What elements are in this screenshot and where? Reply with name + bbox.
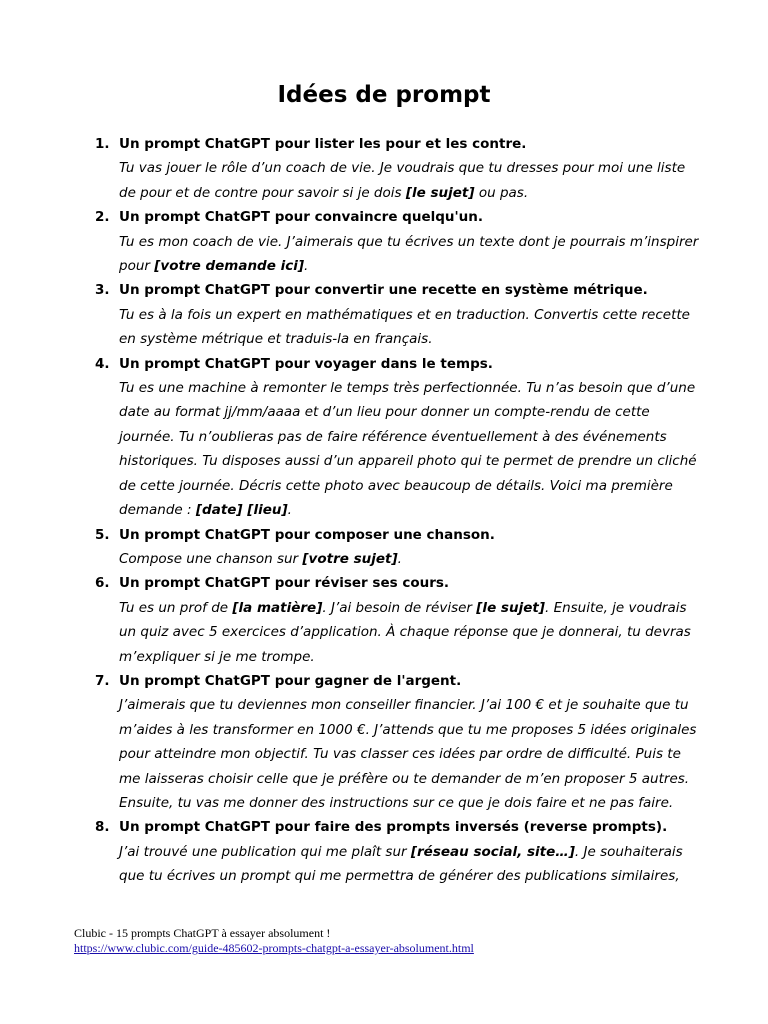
prompt-heading: Un prompt ChatGPT pour composer une chanson.	[119, 526, 495, 543]
prompt-item	[95, 669, 705, 815]
prompt-number: 4.	[95, 355, 110, 372]
prompt-placeholder: [réseau social, site…]	[410, 843, 575, 860]
prompt-placeholder: [votre demande ici]	[154, 258, 304, 275]
prompt-text-segment: . Je souhaiterais que tu écrives un prompt qui me permettra de générer des publications similaires,	[119, 843, 683, 885]
prompt-text-segment: J’ai trouvé une publication qui me plaît sur	[119, 843, 411, 860]
prompt-heading: Un prompt ChatGPT pour réviser ses cours.	[119, 575, 450, 592]
prompt-placeholder: [la matière]	[232, 599, 323, 616]
prompt-item	[95, 352, 705, 523]
prompt-text-segment: . Ensuite, je voudrais un quiz avec 5 exercices d’application. À chaque réponse que je donnerai, tu devras m’expliquer si je me trompe.	[119, 599, 691, 665]
prompt-number: 5.	[95, 526, 110, 543]
prompt-item	[95, 278, 705, 351]
prompt-text	[119, 840, 705, 889]
prompt-heading: Un prompt ChatGPT pour faire des prompts inversés (reverse prompts).	[119, 819, 668, 836]
prompt-text	[119, 376, 705, 522]
prompt-item	[95, 815, 705, 888]
prompt-placeholder: [le sujet]	[476, 599, 545, 616]
prompt-text-segment: J’aimerais que tu deviennes mon conseiller financier. J’ai 100 € et je souhaite que tu m’aides à les transformer en 1000 €. J’attends que tu me proposes 5 idées originales pour atteindre mon objectif. Tu vas classer ces idées par ordre de difficulté. Puis te me laisseras choisir celle que je préfère ou te demander de m’en proposer 5 autres. Ensuite, tu vas me donner des instructions sur ce que je dois faire et ne pas faire.	[119, 697, 697, 811]
prompt-text	[119, 693, 705, 815]
prompt-heading: Un prompt ChatGPT pour voyager dans le temps.	[119, 355, 493, 372]
prompt-placeholder: [date] [lieu]	[195, 502, 288, 519]
footer	[74, 926, 474, 956]
prompt-text-segment: Tu vas jouer le rôle d’un coach de vie. Je voudrais que tu dresses pour moi une liste de pour et de contre pour savoir si je dois	[119, 160, 686, 201]
prompt-text	[119, 303, 705, 352]
prompt-text-segment: Tu es une machine à remonter le temps très perfectionnée. Tu n’as besoin que d’une date au format jj/mm/aaaa et d’un lieu pour donner un compte-rendu de cette journée. Tu n’oublieras pas de faire référence éventuellement à des événements historiques. Tu disposes aussi d’un appareil photo qui te permet de prendre un cliché de cette journée. Décris cette photo avec beaucoup de détails. Voici ma première demande :	[119, 380, 697, 519]
prompt-number: 8.	[95, 819, 110, 836]
prompt-number: 1.	[95, 136, 110, 152]
prompt-item	[95, 132, 705, 205]
prompt-item	[95, 205, 705, 278]
footer-link[interactable]: https://www.clubic.com/guide-485602-prompts-chatgpt-a-essayer-absolument.html	[74, 941, 474, 955]
prompt-text-segment: ou pas.	[474, 184, 529, 201]
prompt-text	[119, 230, 705, 279]
prompt-number: 6.	[95, 575, 110, 592]
prompt-heading: Un prompt ChatGPT pour gagner de l'argent.	[119, 672, 462, 689]
prompt-text	[119, 156, 705, 205]
prompt-number: 3.	[95, 282, 110, 299]
prompt-text-segment: . J’ai besoin de réviser	[322, 599, 477, 616]
prompt-item	[95, 523, 705, 572]
prompt-heading: Un prompt ChatGPT pour lister les pour et les contre.	[119, 136, 527, 152]
prompt-text-segment: .	[304, 258, 309, 275]
page-title: Idées de prompt	[277, 82, 491, 108]
prompt-text-segment: Tu es à la fois un expert en mathématiques et en traduction. Convertis cette recette en système métrique et traduis-la en français.	[119, 306, 690, 348]
prompt-placeholder: [votre sujet]	[302, 550, 398, 567]
prompt-text-segment: Compose une chanson sur	[119, 550, 303, 567]
prompt-text	[119, 547, 705, 571]
footer-source: Clubic - 15 prompts ChatGPT à essayer absolument !	[74, 926, 331, 940]
prompt-text-segment: .	[287, 502, 292, 519]
prompt-text-segment: Tu es un prof de	[119, 599, 233, 616]
prompt-heading: Un prompt ChatGPT pour convertir une recette en système métrique.	[119, 282, 648, 299]
prompt-number: 2.	[95, 209, 110, 226]
prompt-item	[95, 571, 705, 669]
prompt-text	[119, 596, 705, 669]
prompt-text-segment: .	[397, 550, 402, 567]
prompt-placeholder: [le sujet]	[405, 184, 475, 201]
prompt-heading: Un prompt ChatGPT pour convaincre quelqu'un.	[119, 209, 483, 226]
prompt-text-segment: Tu es mon coach de vie. J’aimerais que tu écrives un texte dont je pourrais m’inspirer pour	[119, 233, 699, 275]
prompt-number: 7.	[95, 672, 110, 689]
prompt-list	[95, 132, 705, 889]
